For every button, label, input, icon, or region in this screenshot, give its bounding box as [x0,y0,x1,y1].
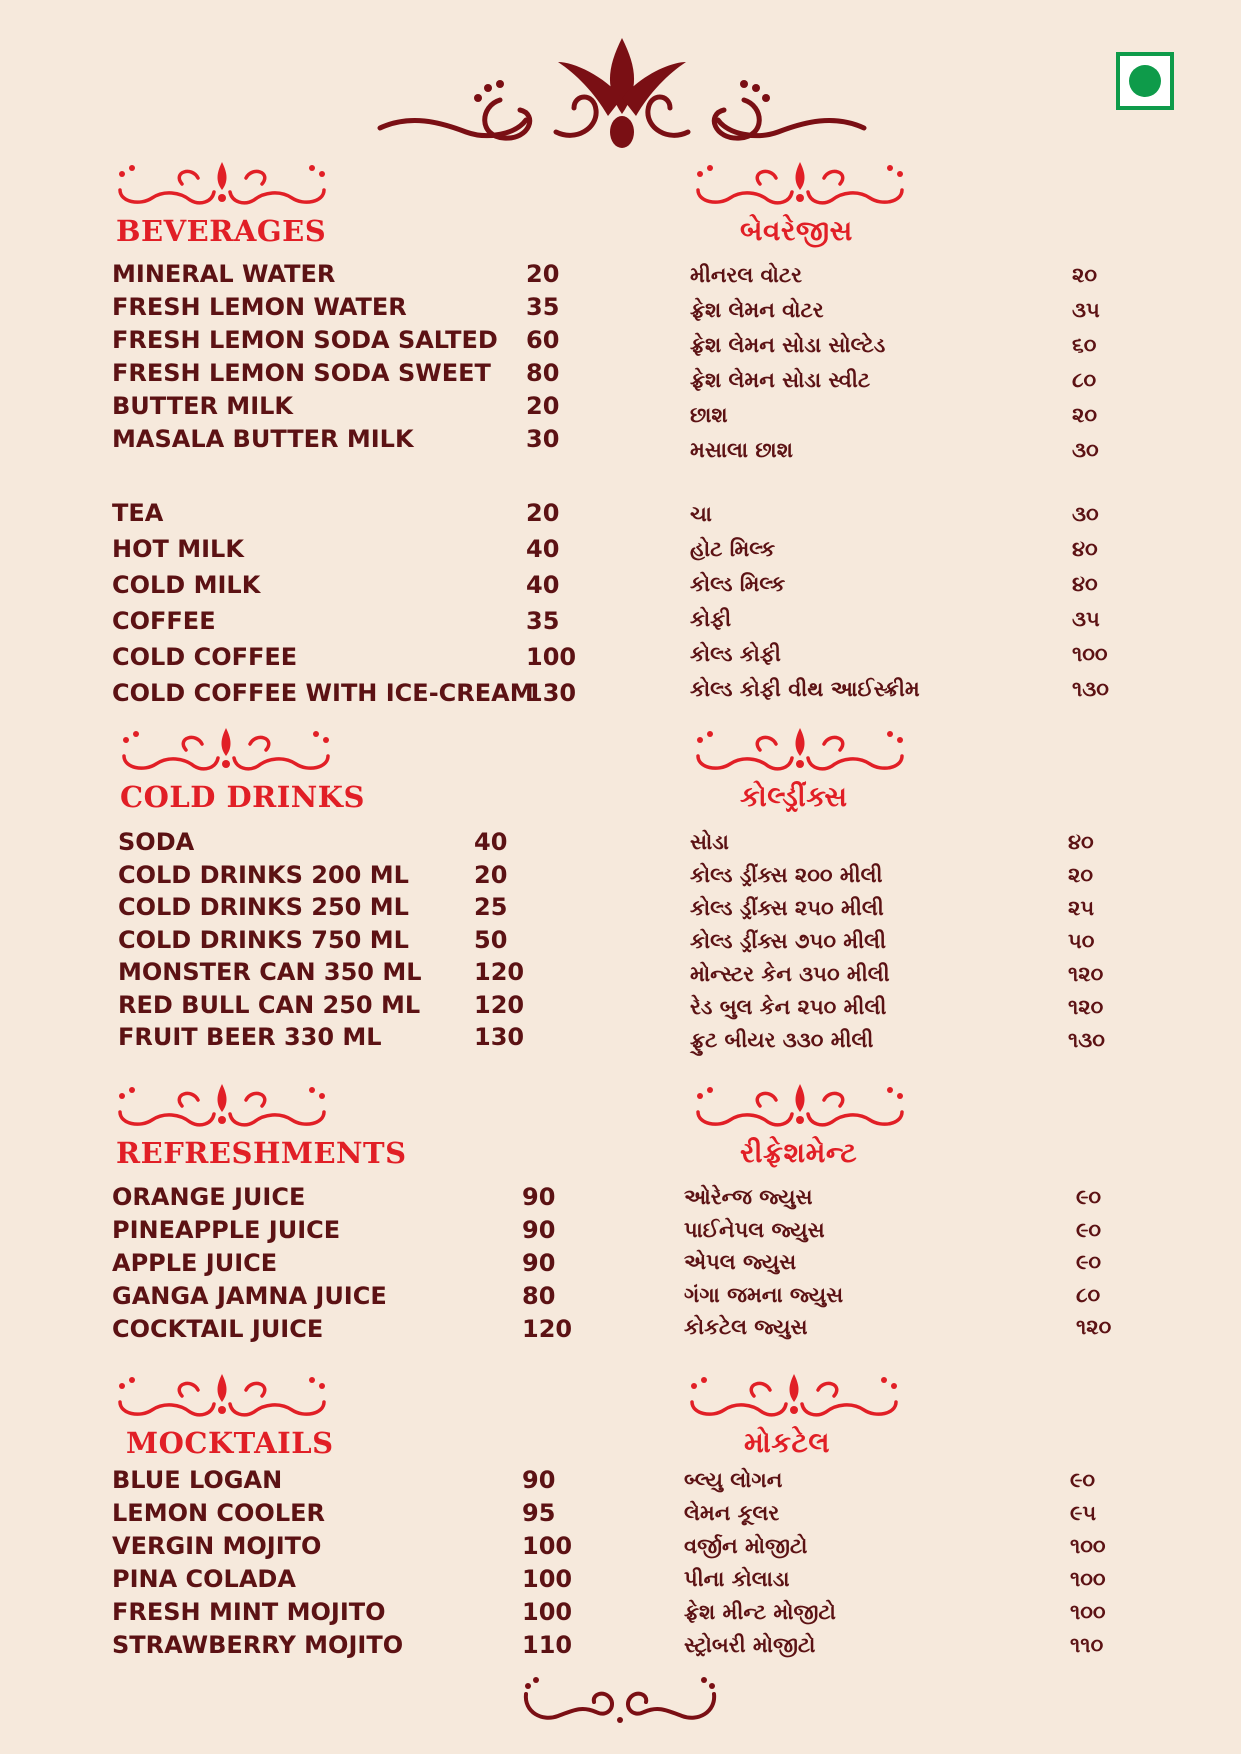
menu-item-price: 90 [522,1466,556,1494]
menu-item [118,859,508,892]
menu-item-name: ચા [690,502,712,526]
menu-item-name: ફ્રેશ લેમન સોડા સ્વીટ [690,368,871,392]
menu-item-name: રેડ બુલ કેન ૨૫૦ મીલી [690,995,887,1019]
menu-item [112,1313,573,1346]
menu-item-name: કોલ્ડ કોફી [690,642,781,666]
menu-item-name: મોન્સ્ટર કેન ૩૫૦ મીલી [690,962,890,986]
menu-item-name: એપલ જ્યુસ [684,1250,797,1274]
menu-item-price: 120 [522,1315,573,1343]
menu-item-price: 130 [526,679,577,707]
section-ornament [684,1374,904,1420]
section-title: રીફ્રેશમેન્ટ [740,1136,858,1169]
menu-item [112,423,560,456]
menu-item [690,826,1094,859]
menu-item-price: ૩૫ [1072,607,1100,631]
menu-item [690,293,1100,328]
mocktails-section [112,1374,334,1466]
menu-item-name: BLUE LOGAN [112,1466,283,1494]
menu-item-name: VERGIN MOJITO [112,1532,322,1560]
menu-item [690,398,1097,433]
menu-item-name: સોડા [690,830,729,854]
menu-item-name: MASALA BUTTER MILK [112,425,414,453]
menu-item-price: ૯૦ [1076,1217,1102,1242]
menu-item-price: ૩૫ [1072,298,1100,322]
section-ornament [690,728,910,774]
menu-item [112,1247,556,1280]
menu-item-name: FRESH LEMON SODA SWEET [112,359,491,387]
section-ornament [116,728,336,774]
veg-symbol-icon [1116,52,1174,110]
menu-item-name: ફ્રુટ બીયર ૩૩૦ મીલી [690,1028,874,1052]
menu-item [690,497,1099,532]
menu-item-name: TEA [112,499,164,527]
menu-item [112,357,560,390]
menu-item-price: 40 [526,535,560,563]
menu-item-price: ૨૦ [1072,403,1097,427]
section-title: MOCKTAILS [126,1426,334,1460]
menu-item-name: MINERAL WATER [112,260,336,288]
menu-item [112,1596,573,1629]
menu-item-price: ૪૦ [1068,830,1094,854]
menu-item [112,495,560,531]
menu-item-name: ફ્રેશ મીન્ટ મોજીટો [684,1600,836,1624]
menu-item-name: પીના કોલાડા [684,1567,790,1591]
beverages-gu-section [690,162,910,254]
menu-item-name: ઓરેન્જ જ્યુસ [684,1185,813,1209]
menu-item-name: LEMON COOLER [112,1499,325,1527]
menu-item [112,1497,556,1530]
menu-item-price: ૩૦ [1072,438,1099,462]
menu-item-name: બ્લ્યુ લોગન [684,1468,783,1492]
menu-item [690,672,1109,707]
menu-item-name: કોફી [690,607,732,631]
menu-item [690,567,1098,602]
menu-item-price: 120 [474,990,525,1019]
menu-item [684,1563,1106,1596]
menu-item-name: ORANGE JUICE [112,1183,306,1211]
menu-item [118,1021,525,1054]
section-ornament [112,1374,332,1420]
menu-item-price: ૫૦ [1068,929,1095,953]
menu-item-name: COLD DRINKS 200 ML [118,860,409,889]
menu-item [690,602,1100,637]
cold-drinks-list [118,826,525,1054]
menu-item [112,639,577,675]
menu-item-price: ૯૦ [1076,1250,1102,1274]
menu-item-name: SODA [118,828,195,856]
menu-item-price: ૧૦૦ [1070,1534,1106,1558]
menu-item [112,1280,556,1313]
menu-item-name: કોલ્ડ ડ્રીંક્સ ૨૦૦ મીલી [690,863,883,887]
menu-item-price: 20 [526,392,560,420]
menu-item-price: 90 [522,1183,556,1211]
menu-item-name: STRAWBERRY MOJITO [112,1631,404,1659]
menu-item-price: 50 [474,925,508,954]
menu-item [112,390,560,423]
menu-item-price: ૧૦૦ [1070,1567,1106,1591]
menu-item-price: ૬૦ [1072,333,1097,357]
beverages-list [112,258,560,456]
menu-item-price: 80 [526,359,560,387]
menu-item-price: 110 [522,1631,573,1659]
cold-drinks-gu-list [690,826,1105,1057]
refreshments-gu-section [690,1084,910,1176]
cold-drinks-gu-section [690,728,910,820]
menu-item-price: ૪૦ [1072,572,1098,596]
menu-item-name: RED BULL CAN 250 ML [118,990,421,1019]
menu-item-price: 130 [474,1023,525,1051]
menu-item-name: કોલ્ડ મિલ્ક [690,572,786,596]
menu-item [112,258,560,291]
menu-item-name: GANGA JAMNA JUICE [112,1282,387,1310]
beverages-gu-list [690,258,1100,468]
menu-item-price: ૯૫ [1070,1501,1097,1525]
menu-item-name: APPLE JUICE [112,1249,278,1277]
menu-item-price: 20 [526,499,560,527]
menu-item-name: ગંગા જમના જ્યુસ [684,1282,844,1307]
menu-item [112,675,577,711]
menu-item-name: MONSTER CAN 350 ML [118,958,422,986]
menu-item [684,1214,1102,1247]
menu-item-name: PINA COLADA [112,1565,296,1593]
menu-item [684,1246,1102,1279]
menu-item [118,826,508,859]
menu-item-price: 100 [522,1565,573,1593]
menu-item-price: 90 [522,1249,556,1277]
menu-item-price: ૪૦ [1072,537,1098,561]
menu-item-price: 35 [526,607,560,635]
section-title: મોકટેલ [744,1426,831,1459]
section-title: બેવરેજીસ [740,214,853,247]
menu-item-name: HOT MILK [112,535,244,563]
menu-item-name: COLD COFFEE [112,643,298,671]
menu-item-name: ફ્રેશ લેમન સોડા સોલ્ટેડ [690,333,886,357]
menu-item [690,532,1098,567]
menu-item-name: કોલ્ડ ડ્રીંક્સ ૭૫૦ મીલી [690,929,886,953]
section-title: કોલ્ડ્રીંક્સ [740,780,848,813]
mocktails-list [112,1464,573,1662]
menu-item-name: સ્ટ્રોબરી મોજીટો [684,1633,816,1657]
menu-item [118,924,508,957]
menu-item-name: COCKTAIL JUICE [112,1315,324,1343]
menu-item-price: 95 [522,1499,556,1527]
refreshments-list [112,1181,573,1346]
beverages-hot-list [112,495,577,711]
menu-item [118,989,525,1022]
section-ornament [112,162,332,208]
menu-item [112,1464,556,1497]
menu-item-name: પાઈનેપલ જ્યુસ [684,1217,825,1242]
menu-item-name: FRESH LEMON WATER [112,293,407,321]
menu-item-name: FRESH LEMON SODA SALTED [112,326,498,354]
menu-item-name: લેમન કૂલર [684,1501,780,1525]
menu-item-name: COLD DRINKS 750 ML [118,925,409,954]
menu-item-price: ૯૦ [1076,1185,1102,1209]
menu-item-price: ૮૦ [1076,1282,1101,1307]
menu-item [690,363,1097,398]
menu-item-price: ૨૦ [1072,263,1097,287]
menu-item [112,1629,573,1662]
menu-item-name: COLD COFFEE WITH ICE-CREAM [112,679,534,707]
menu-item-name: કોકટેલ જ્યુસ [684,1315,808,1339]
menu-item-name: હોટ મિલ્ક [690,537,776,561]
mocktails-gu-section [684,1374,904,1466]
menu-item [690,958,1104,991]
menu-item-price: ૧૦૦ [1070,1600,1106,1624]
top-flourish-ornament [370,36,874,154]
menu-item-price: 40 [474,828,508,856]
menu-item-name: COLD DRINKS 250 ML [118,893,409,921]
menu-item-name: PINEAPPLE JUICE [112,1216,341,1244]
menu-item [684,1181,1102,1214]
menu-item [112,291,560,324]
section-title: BEVERAGES [116,214,327,248]
menu-item [684,1311,1112,1344]
menu-item-price: ૯૦ [1070,1468,1096,1492]
section-ornament [690,162,910,208]
section-ornament [112,1084,332,1130]
menu-item-price: 90 [522,1216,556,1244]
menu-item-name: FRUIT BEER 330 ML [118,1023,382,1051]
menu-item [690,433,1099,468]
menu-item-price: ૩૦ [1072,502,1099,526]
menu-item [690,925,1095,958]
menu-item-name: વર્જીન મોજીટો [684,1534,808,1558]
menu-item [112,1563,573,1596]
menu-item-price: ૧૨૦ [1068,995,1104,1019]
menu-item [684,1629,1104,1662]
menu-item [690,328,1097,363]
menu-item-name: મીનરલ વોટર [690,263,802,287]
menu-item-price: ૧૦૦ [1072,642,1108,666]
menu-item-price: ૧૨૦ [1068,962,1104,986]
menu-item [690,892,1095,925]
menu-item [684,1464,1096,1497]
refreshments-section [112,1084,407,1176]
menu-item [690,859,1093,892]
menu-item [112,1530,573,1563]
refreshments-gu-list [684,1181,1112,1344]
section-title: COLD DRINKS [120,780,365,814]
menu-item-name: કોલ્ડ કોફી વીથ આઈસ્ક્રીમ [690,677,920,701]
menu-item-price: ૧૧૦ [1070,1633,1104,1657]
menu-item-price: 25 [474,893,508,921]
menu-item-price: 120 [474,958,525,986]
menu-item [118,956,525,989]
section-title: REFRESHMENTS [116,1136,407,1170]
menu-item [684,1279,1101,1312]
menu-item-price: 20 [474,860,508,889]
menu-item-price: 35 [526,293,560,321]
menu-item [690,637,1108,672]
menu-item-price: 30 [526,425,560,453]
menu-item [112,1181,556,1214]
menu-item [112,1214,556,1247]
menu-item-name: COLD MILK [112,571,261,599]
menu-item [112,324,560,357]
menu-item [684,1596,1106,1629]
menu-item-name: મસાલા છાશ [690,438,793,462]
menu-item [118,891,508,924]
menu-item-price: ૮૦ [1072,368,1097,392]
menu-item-price: ૨૫ [1068,896,1095,920]
menu-item-price: ૧૩૦ [1068,1028,1105,1052]
menu-item [112,567,560,603]
menu-item-price: 40 [526,571,560,599]
mocktails-gu-list [684,1464,1106,1662]
menu-item [690,991,1104,1024]
menu-item-name: COFFEE [112,607,216,635]
menu-item-name: ફ્રેશ લેમન વોટર [690,298,824,322]
beverages-section [112,162,332,254]
menu-item [112,531,560,567]
beverages-hot-gu-list [690,497,1109,707]
cold-drinks-section [116,728,365,820]
menu-item-name: છાશ [690,403,728,427]
menu-item [690,1024,1105,1057]
menu-item [684,1530,1106,1563]
menu-item-price: 60 [526,326,560,354]
menu-item-price: ૧૨૦ [1076,1315,1112,1339]
bottom-flourish-ornament [520,1676,720,1728]
menu-item [112,603,560,639]
menu-item-price: 100 [522,1598,573,1626]
menu-item [690,258,1097,293]
section-ornament [690,1084,910,1130]
menu-item-price: ૨૦ [1068,863,1093,887]
menu-item-name: BUTTER MILK [112,392,294,420]
menu-item-price: ૧૩૦ [1072,677,1109,701]
menu-item-name: FRESH MINT MOJITO [112,1598,386,1626]
menu-item-price: 20 [526,260,560,288]
menu-item [684,1497,1097,1530]
menu-item-name: કોલ્ડ ડ્રીંક્સ ૨૫૦ મીલી [690,896,884,920]
menu-item-price: 100 [522,1532,573,1560]
menu-item-price: 100 [526,643,577,671]
menu-item-price: 80 [522,1282,556,1310]
